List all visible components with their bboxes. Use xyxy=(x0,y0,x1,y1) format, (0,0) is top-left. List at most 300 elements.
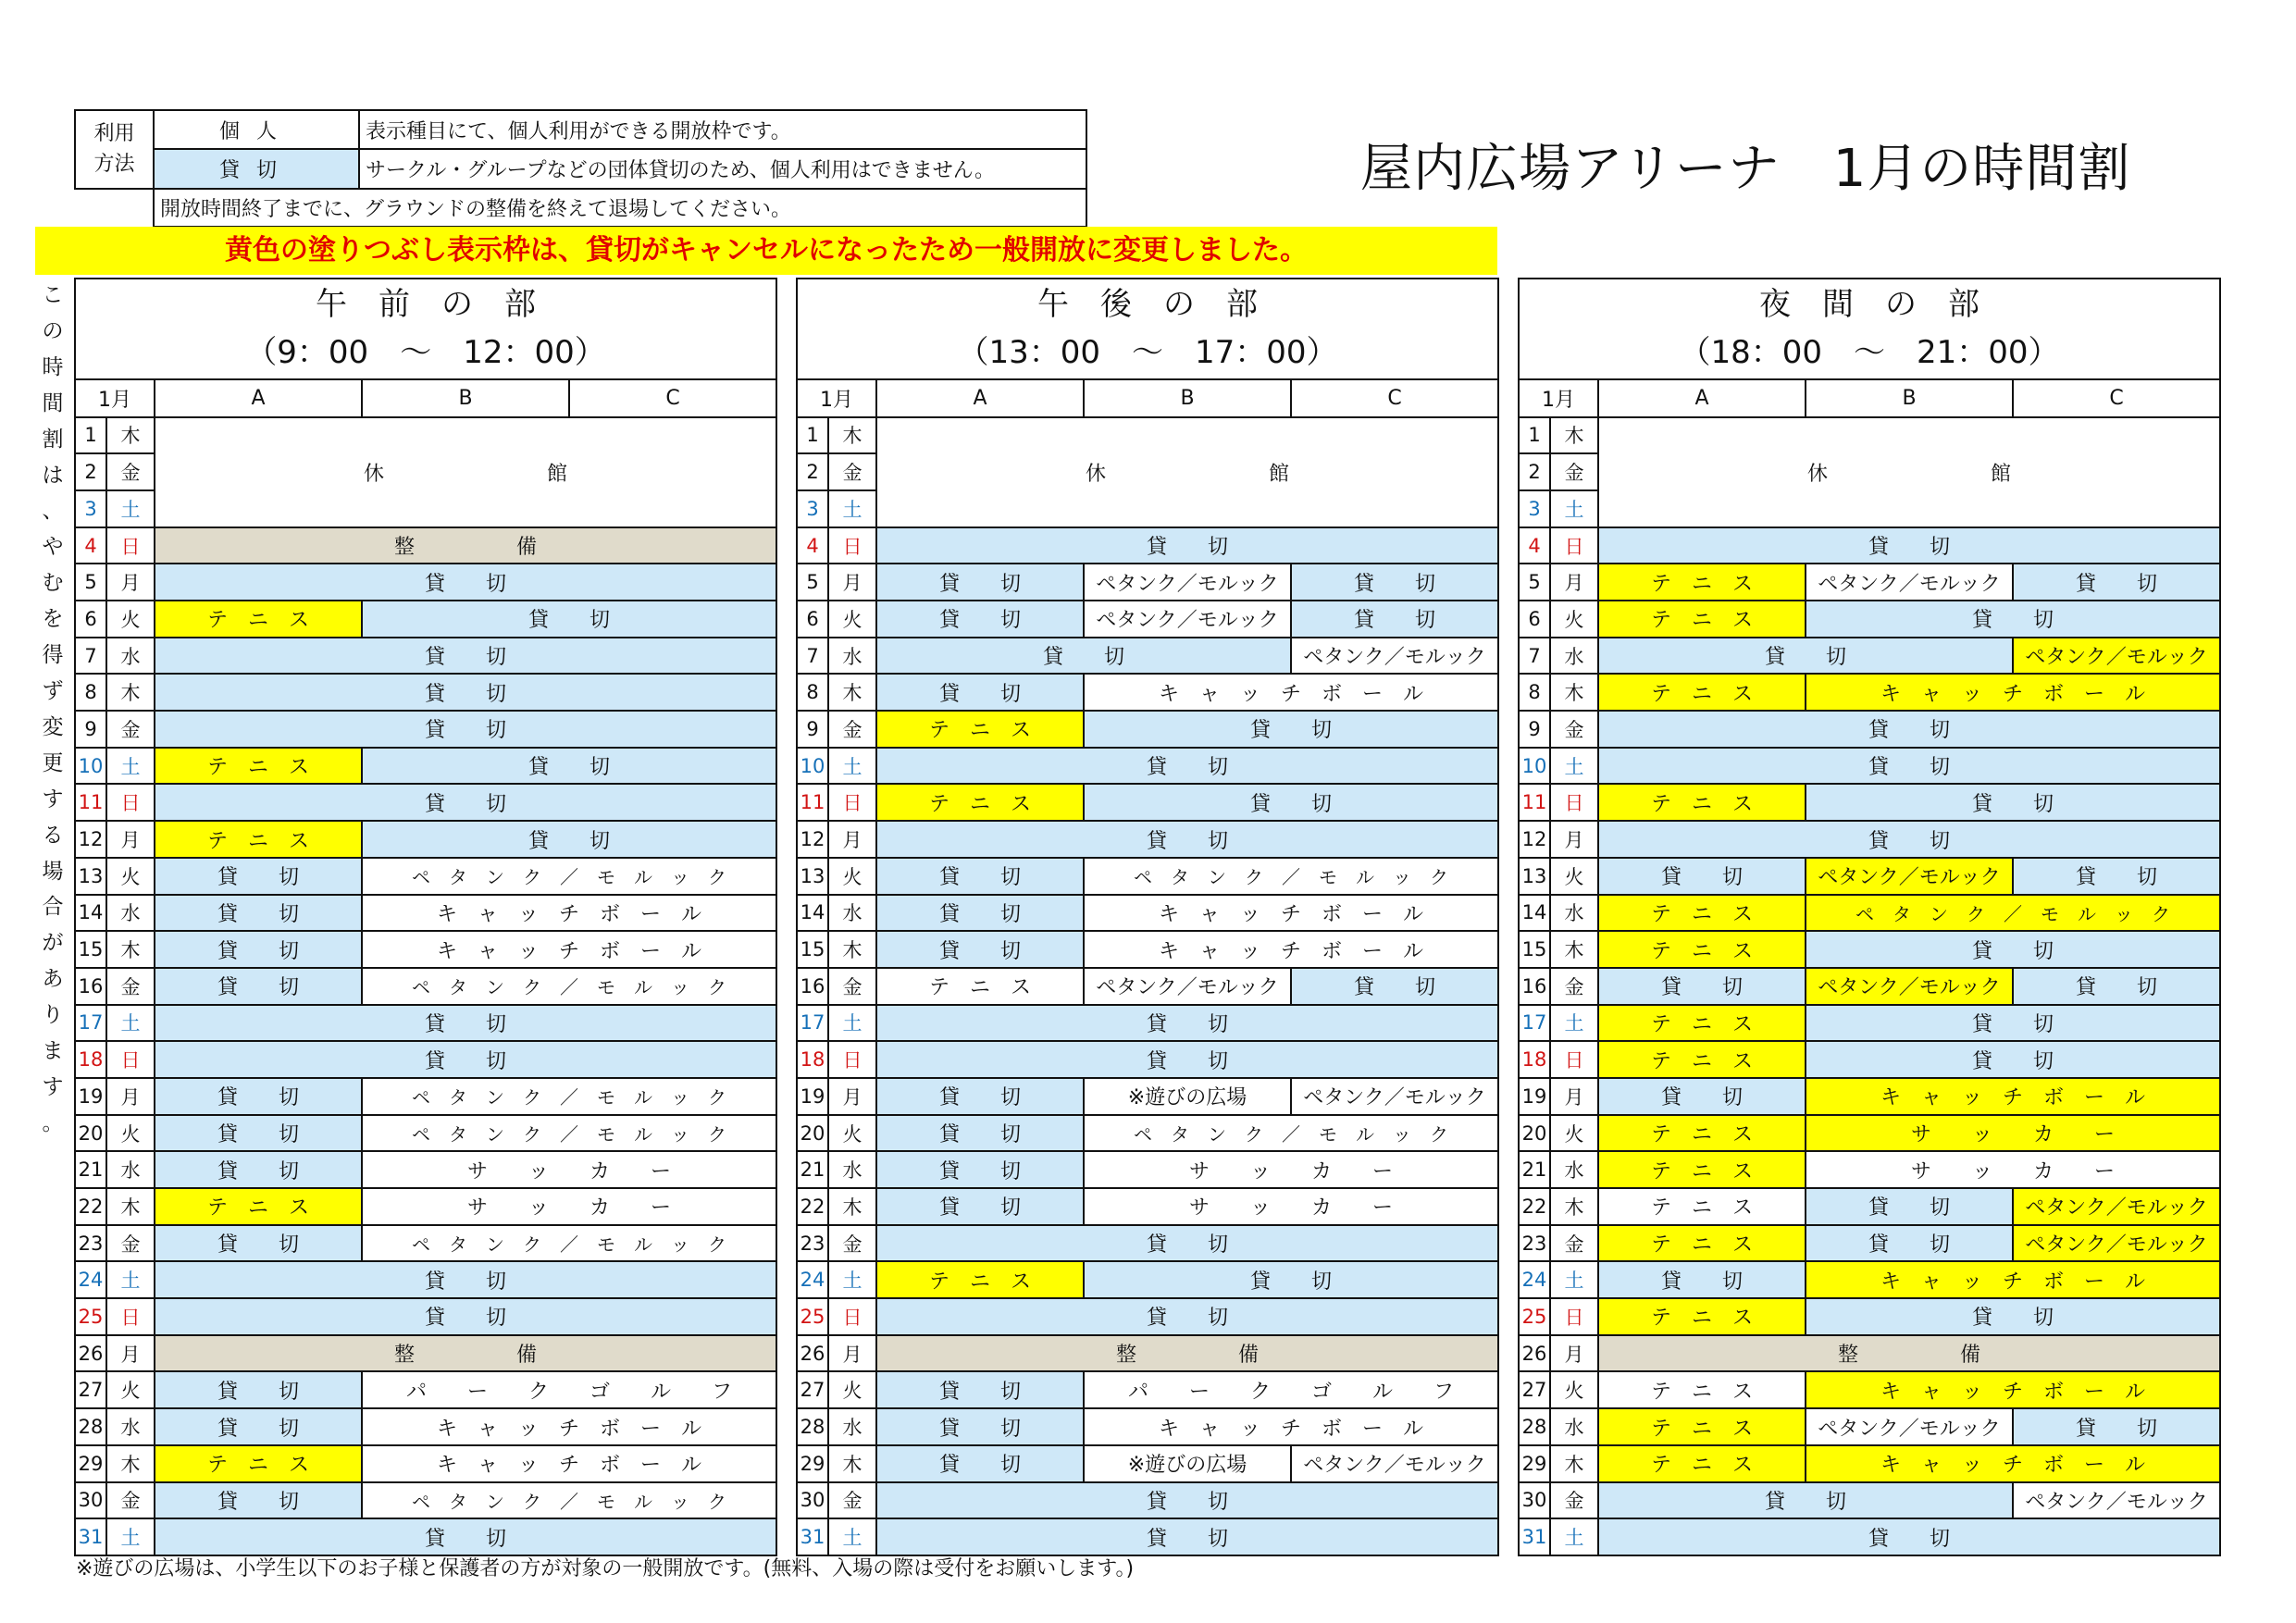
slot-cell: テ ニ ス xyxy=(1598,895,1806,932)
slot-cell: 貸 切 xyxy=(1291,564,1498,601)
slot-cell: キ ャ ッ チ ボ ー ル xyxy=(1084,674,1498,711)
day-number: 25 xyxy=(1519,1298,1550,1335)
day-number: 23 xyxy=(75,1225,106,1262)
section-time: （9：00 ～ 12：00） xyxy=(245,334,606,372)
day-number: 24 xyxy=(797,1261,828,1298)
header-month: 1月 xyxy=(1519,379,1598,417)
usage-label-line1: 利用 xyxy=(93,122,135,146)
day-row xyxy=(75,1482,776,1519)
day-number: 7 xyxy=(1519,638,1550,675)
day-row xyxy=(75,1261,776,1298)
schedule-morning xyxy=(74,278,777,1556)
slot-cell: サ ッ カ ー xyxy=(362,1151,776,1188)
day-number: 31 xyxy=(75,1518,106,1555)
day-weekday: 火 xyxy=(1550,601,1598,638)
day-number: 17 xyxy=(75,1005,106,1042)
day-row xyxy=(75,1041,776,1078)
day-weekday: 土 xyxy=(828,748,876,785)
slot-cell: キ ャ ッ チ ボ ー ル xyxy=(1806,1445,2220,1482)
day-number: 16 xyxy=(75,968,106,1005)
day-row xyxy=(797,1408,1498,1445)
day-number: 2 xyxy=(797,453,828,490)
slot-cell: 貸 切 xyxy=(155,895,362,932)
day-number: 21 xyxy=(797,1151,828,1188)
slot-cell: 貸 切 xyxy=(1598,527,2220,564)
slot-cell: 貸 切 xyxy=(155,638,776,675)
day-weekday: 金 xyxy=(1550,968,1598,1005)
slot-cell: 貸 切 xyxy=(155,968,362,1005)
day-weekday: 金 xyxy=(828,1482,876,1519)
day-weekday: 日 xyxy=(828,784,876,821)
day-row xyxy=(1519,968,2220,1005)
day-weekday: 日 xyxy=(828,1041,876,1078)
day-number: 21 xyxy=(1519,1151,1550,1188)
day-weekday: 土 xyxy=(1550,1261,1598,1298)
day-number: 1 xyxy=(797,417,828,454)
slot-cell: キ ャ ッ チ ボ ー ル xyxy=(362,1445,776,1482)
day-number: 27 xyxy=(797,1371,828,1408)
slot-cell: 貸 切 xyxy=(876,1115,1084,1152)
day-number: 10 xyxy=(797,748,828,785)
day-row xyxy=(75,1335,776,1372)
day-number: 22 xyxy=(797,1188,828,1225)
day-weekday: 木 xyxy=(106,1188,155,1225)
day-row xyxy=(797,895,1498,932)
day-row xyxy=(797,1445,1498,1482)
header-col-c: C xyxy=(1291,379,1498,417)
slot-cell: ※遊びの広場 xyxy=(1084,1445,1291,1482)
day-row xyxy=(1519,638,2220,675)
day-weekday: 木 xyxy=(828,417,876,454)
day-number: 16 xyxy=(797,968,828,1005)
slot-cell: 貸 切 xyxy=(876,821,1498,858)
slot-cell: キ ャ ッ チ ボ ー ル xyxy=(1806,1078,2220,1115)
day-number: 3 xyxy=(797,490,828,527)
day-row xyxy=(1519,527,2220,564)
slot-cell: 貸 切 xyxy=(1806,601,2220,638)
day-row xyxy=(797,1335,1498,1372)
slot-cell: ペタンク／モルック xyxy=(1806,564,2013,601)
day-weekday: 火 xyxy=(106,601,155,638)
slot-cell: 貸 切 xyxy=(155,674,776,711)
slot-cell: サ ッ カ ー xyxy=(1084,1151,1498,1188)
day-number: 22 xyxy=(1519,1188,1550,1225)
slot-cell: テ ニ ス xyxy=(1598,601,1806,638)
day-weekday: 金 xyxy=(1550,1482,1598,1519)
day-weekday: 日 xyxy=(828,527,876,564)
day-weekday: 水 xyxy=(106,895,155,932)
day-row xyxy=(75,1115,776,1152)
day-weekday: 金 xyxy=(106,1482,155,1519)
day-number: 31 xyxy=(1519,1518,1550,1555)
slot-cell: 貸 切 xyxy=(1291,601,1498,638)
day-row xyxy=(1519,1261,2220,1298)
day-row xyxy=(1519,1335,2220,1372)
slot-cell: キ ャ ッ チ ボ ー ル xyxy=(1806,1261,2220,1298)
slot-cell: 貸 切 xyxy=(155,1005,776,1042)
day-row xyxy=(75,1005,776,1042)
slot-cell: キ ャ ッ チ ボ ー ル xyxy=(362,1408,776,1445)
slot-cell: テ ニ ス xyxy=(155,748,362,785)
slot-cell: 貸 切 xyxy=(876,1408,1084,1445)
day-number: 30 xyxy=(75,1482,106,1519)
slot-cell: ペ タ ン ク ／ モ ル ッ ク xyxy=(362,1482,776,1519)
slot-cell: 貸 切 xyxy=(155,1225,362,1262)
slot-cell: テ ニ ス xyxy=(1598,1445,1806,1482)
slot-cell: キ ャ ッ チ ボ ー ル xyxy=(1806,674,2220,711)
slot-cell: 貸 切 xyxy=(876,1298,1498,1335)
slot-cell: ペタンク／モルック xyxy=(1806,858,2013,895)
day-row xyxy=(1519,417,2220,454)
day-weekday: 日 xyxy=(1550,527,1598,564)
day-row xyxy=(75,1518,776,1555)
day-row xyxy=(1519,1445,2220,1482)
day-weekday: 水 xyxy=(1550,1408,1598,1445)
slot-cell: 貸 切 xyxy=(1598,1482,2013,1519)
day-number: 14 xyxy=(797,895,828,932)
day-weekday: 金 xyxy=(106,968,155,1005)
legend-note: 開放時間終了までに、グラウンドの整備を終えて退場してください。 xyxy=(154,189,1086,227)
slot-cell: ペ タ ン ク ／ モ ル ッ ク xyxy=(1084,858,1498,895)
day-row xyxy=(797,1005,1498,1042)
day-row xyxy=(75,1225,776,1262)
day-weekday: 水 xyxy=(828,895,876,932)
slot-cell: ペタンク／モルック xyxy=(2013,1188,2220,1225)
day-row xyxy=(1519,1151,2220,1188)
slot-cell: テ ニ ス xyxy=(1598,674,1806,711)
slot-cell: 貸 切 xyxy=(876,1445,1084,1482)
legend-name-kashi: 貸切 xyxy=(154,149,359,188)
slot-cell: テ ニ ス xyxy=(876,1261,1084,1298)
slot-cell: 貸 切 xyxy=(362,601,776,638)
day-row xyxy=(1519,1188,2220,1225)
day-number: 20 xyxy=(75,1115,106,1152)
day-weekday: 月 xyxy=(828,821,876,858)
day-number: 15 xyxy=(1519,931,1550,968)
slot-cell: ペタンク／モルック xyxy=(1084,968,1291,1005)
day-row xyxy=(1519,711,2220,748)
day-number: 23 xyxy=(1519,1225,1550,1262)
day-weekday: 水 xyxy=(106,1408,155,1445)
day-weekday: 土 xyxy=(828,1005,876,1042)
slot-cell: 貸 切 xyxy=(1291,968,1498,1005)
day-weekday: 土 xyxy=(828,490,876,527)
slot-cell: 貸 切 xyxy=(876,1482,1498,1519)
day-number: 20 xyxy=(1519,1115,1550,1152)
day-row xyxy=(797,638,1498,675)
day-row xyxy=(75,1151,776,1188)
day-row xyxy=(1519,1078,2220,1115)
day-number: 11 xyxy=(1519,784,1550,821)
slot-cell: 貸 切 xyxy=(362,821,776,858)
day-number: 24 xyxy=(1519,1261,1550,1298)
section-time: （13：00 ～ 17：00） xyxy=(957,334,1338,372)
slot-cell: 貸 切 xyxy=(876,748,1498,785)
day-row xyxy=(75,858,776,895)
slot-cell: 貸 切 xyxy=(1806,1005,2220,1042)
day-row xyxy=(1519,1005,2220,1042)
day-number: 18 xyxy=(75,1041,106,1078)
slot-cell: 貸 切 xyxy=(362,748,776,785)
slot-cell: テ ニ ス xyxy=(1598,1408,1806,1445)
slot-cell: 貸 切 xyxy=(1806,931,2220,968)
day-number: 6 xyxy=(75,601,106,638)
slot-cell: 貸 切 xyxy=(876,931,1084,968)
legend-desc-kojin: 表示種目にて、個人利用ができる開放枠です。 xyxy=(359,110,1086,149)
slot-cell: 貸 切 xyxy=(876,638,1291,675)
day-row xyxy=(75,1078,776,1115)
day-row xyxy=(797,1078,1498,1115)
day-number: 10 xyxy=(75,748,106,785)
day-number: 3 xyxy=(75,490,106,527)
slot-cell: 貸 切 xyxy=(876,895,1084,932)
day-weekday: 土 xyxy=(106,1005,155,1042)
day-weekday: 水 xyxy=(1550,1151,1598,1188)
day-weekday: 火 xyxy=(106,1115,155,1152)
slot-cell: 貸 切 xyxy=(876,674,1084,711)
day-row xyxy=(1519,1482,2220,1519)
legend-name-kojin: 個人 xyxy=(154,110,359,149)
header-col-c: C xyxy=(569,379,776,417)
day-weekday: 木 xyxy=(1550,674,1598,711)
day-weekday: 土 xyxy=(828,1261,876,1298)
day-number: 4 xyxy=(75,527,106,564)
slot-cell: サ ッ カ ー xyxy=(362,1188,776,1225)
day-weekday: 土 xyxy=(106,1518,155,1555)
slot-cell: 貸 切 xyxy=(155,931,362,968)
slot-cell: テ ニ ス xyxy=(155,821,362,858)
day-number: 19 xyxy=(797,1078,828,1115)
section-name: 午 前 の 部 xyxy=(316,286,537,324)
day-weekday: 金 xyxy=(1550,453,1598,490)
day-row xyxy=(75,417,776,454)
day-row xyxy=(75,527,776,564)
day-weekday: 木 xyxy=(106,931,155,968)
slot-cell: 休 館 xyxy=(155,417,776,527)
slot-cell: 貸 切 xyxy=(1806,1188,2013,1225)
day-number: 18 xyxy=(797,1041,828,1078)
header-col-a: A xyxy=(876,379,1084,417)
day-row xyxy=(75,784,776,821)
header-col-b: B xyxy=(1806,379,2013,417)
slot-cell: 貸 切 xyxy=(876,1151,1084,1188)
day-weekday: 水 xyxy=(828,1408,876,1445)
slot-cell: キ ャ ッ チ ボ ー ル xyxy=(1084,895,1498,932)
day-weekday: 水 xyxy=(1550,895,1598,932)
day-row xyxy=(797,564,1498,601)
day-number: 24 xyxy=(75,1261,106,1298)
slot-cell: テ ニ ス xyxy=(1598,564,1806,601)
day-weekday: 水 xyxy=(106,638,155,675)
day-row xyxy=(75,564,776,601)
slot-cell: 休 館 xyxy=(876,417,1498,527)
day-row xyxy=(797,1115,1498,1152)
day-weekday: 土 xyxy=(1550,1518,1598,1555)
day-number: 7 xyxy=(75,638,106,675)
day-weekday: 火 xyxy=(828,858,876,895)
slot-cell: 貸 切 xyxy=(155,1482,362,1519)
slot-cell: 貸 切 xyxy=(2013,968,2220,1005)
slot-cell: 整 備 xyxy=(155,527,776,564)
day-weekday: 火 xyxy=(828,1371,876,1408)
day-number: 2 xyxy=(75,453,106,490)
day-row xyxy=(75,674,776,711)
day-weekday: 水 xyxy=(828,1151,876,1188)
slot-cell: ペ タ ン ク ／ モ ル ッ ク xyxy=(1084,1115,1498,1152)
section-name: 午 後 の 部 xyxy=(1037,286,1258,324)
day-weekday: 月 xyxy=(1550,821,1598,858)
slot-cell: テ ニ ス xyxy=(155,601,362,638)
day-weekday: 火 xyxy=(1550,1371,1598,1408)
day-number: 23 xyxy=(797,1225,828,1262)
slot-cell: 貸 切 xyxy=(876,1041,1498,1078)
slot-cell: ペタンク／モルック xyxy=(2013,1482,2220,1519)
day-row xyxy=(797,968,1498,1005)
day-weekday: 木 xyxy=(1550,931,1598,968)
day-row xyxy=(797,821,1498,858)
day-row xyxy=(797,417,1498,454)
slot-cell: ペタンク／モルック xyxy=(1291,1445,1498,1482)
slot-cell: ペタンク／モルック xyxy=(1291,638,1498,675)
day-row xyxy=(797,1261,1498,1298)
day-number: 22 xyxy=(75,1188,106,1225)
slot-cell: テ ニ ス xyxy=(155,1445,362,1482)
day-row xyxy=(75,1298,776,1335)
day-number: 19 xyxy=(75,1078,106,1115)
day-number: 9 xyxy=(75,711,106,748)
day-number: 18 xyxy=(1519,1041,1550,1078)
usage-label-line2: 方法 xyxy=(93,153,135,177)
slot-cell: 貸 切 xyxy=(155,1371,362,1408)
day-row xyxy=(797,711,1498,748)
slot-cell: テ ニ ス xyxy=(1598,1225,1806,1262)
slot-cell: 貸 切 xyxy=(155,1151,362,1188)
day-number: 19 xyxy=(1519,1078,1550,1115)
schedule-evening xyxy=(1518,278,2221,1556)
day-number: 5 xyxy=(1519,564,1550,601)
slot-cell: テ ニ ス xyxy=(876,968,1084,1005)
slot-cell: 貸 切 xyxy=(1598,638,2013,675)
day-row xyxy=(1519,1115,2220,1152)
day-row xyxy=(75,601,776,638)
day-weekday: 土 xyxy=(106,1261,155,1298)
day-row xyxy=(797,1371,1498,1408)
day-row xyxy=(797,1225,1498,1262)
day-weekday: 日 xyxy=(828,1298,876,1335)
day-number: 28 xyxy=(797,1408,828,1445)
side-note: こ の 時 間 割 は 、 や む を 得 ず 変 更 す る 場 合 が あ り ま す 。 xyxy=(42,283,64,1135)
day-weekday: 月 xyxy=(1550,1335,1598,1372)
slot-cell: 貸 切 xyxy=(155,1115,362,1152)
slot-cell: 貸 切 xyxy=(155,1261,776,1298)
slot-cell: 貸 切 xyxy=(1598,1078,1806,1115)
day-row xyxy=(1519,1298,2220,1335)
slot-cell: 貸 切 xyxy=(876,858,1084,895)
day-weekday: 月 xyxy=(106,564,155,601)
slot-cell: 貸 切 xyxy=(155,1518,776,1555)
day-row xyxy=(75,1188,776,1225)
day-row xyxy=(797,601,1498,638)
slot-cell: テ ニ ス xyxy=(155,1188,362,1225)
slot-cell: 貸 切 xyxy=(1806,784,2220,821)
slot-cell: キ ャ ッ チ ボ ー ル xyxy=(362,895,776,932)
day-number: 14 xyxy=(1519,895,1550,932)
day-number: 8 xyxy=(797,674,828,711)
day-weekday: 月 xyxy=(106,1335,155,1372)
slot-cell: 貸 切 xyxy=(876,1078,1084,1115)
day-number: 13 xyxy=(797,858,828,895)
slot-cell: ペ タ ン ク ／ モ ル ッ ク xyxy=(362,1078,776,1115)
day-row xyxy=(797,1518,1498,1555)
day-weekday: 木 xyxy=(1550,1445,1598,1482)
slot-cell: 貸 切 xyxy=(876,601,1084,638)
section-name: 夜 間 の 部 xyxy=(1759,286,1980,324)
day-row xyxy=(797,1482,1498,1519)
schedule-afternoon xyxy=(796,278,1499,1556)
slot-cell: 貸 切 xyxy=(1806,1225,2013,1262)
usage-legend xyxy=(74,109,1087,228)
slot-cell: テ ニ ス xyxy=(876,711,1084,748)
slot-cell: 貸 切 xyxy=(155,784,776,821)
day-number: 26 xyxy=(75,1335,106,1372)
day-weekday: 日 xyxy=(1550,784,1598,821)
slot-cell: テ ニ ス xyxy=(1598,1041,1806,1078)
slot-cell: 貸 切 xyxy=(1084,711,1498,748)
slot-cell: 整 備 xyxy=(876,1335,1498,1372)
day-weekday: 日 xyxy=(106,784,155,821)
day-weekday: 水 xyxy=(828,638,876,675)
day-weekday: 木 xyxy=(1550,417,1598,454)
day-number: 27 xyxy=(75,1371,106,1408)
header-col-a: A xyxy=(1598,379,1806,417)
slot-cell: 貸 切 xyxy=(1598,1518,2220,1555)
day-number: 14 xyxy=(75,895,106,932)
slot-cell: 貸 切 xyxy=(1084,1261,1498,1298)
day-weekday: 月 xyxy=(828,1335,876,1372)
day-weekday: 日 xyxy=(106,1041,155,1078)
slot-cell: ペタンク／モルック xyxy=(2013,1225,2220,1262)
slot-cell: 貸 切 xyxy=(2013,858,2220,895)
slot-cell: 貸 切 xyxy=(1598,858,1806,895)
day-row xyxy=(1519,1408,2220,1445)
day-number: 1 xyxy=(75,417,106,454)
usage-label xyxy=(75,110,154,189)
day-row xyxy=(1519,1371,2220,1408)
section-title xyxy=(75,279,776,379)
header-col-c: C xyxy=(2013,379,2220,417)
slot-cell: 貸 切 xyxy=(1598,821,2220,858)
day-row xyxy=(75,895,776,932)
slot-cell: 貸 切 xyxy=(155,1298,776,1335)
day-weekday: 土 xyxy=(828,1518,876,1555)
slot-cell: 貸 切 xyxy=(876,1518,1498,1555)
day-number: 9 xyxy=(797,711,828,748)
day-number: 1 xyxy=(1519,417,1550,454)
day-row xyxy=(75,931,776,968)
cancellation-notice: 黄色の塗りつぶし表示枠は、貸切がキャンセルになったため一般開放に変更しました。 xyxy=(35,227,1497,275)
day-weekday: 金 xyxy=(1550,711,1598,748)
day-weekday: 月 xyxy=(106,821,155,858)
header-month: 1月 xyxy=(75,379,155,417)
day-row xyxy=(797,1151,1498,1188)
slot-cell: ペ タ ン ク ／ モ ル ッ ク xyxy=(362,1225,776,1262)
slot-cell: ペタンク／モルック xyxy=(1806,968,2013,1005)
slot-cell: 貸 切 xyxy=(2013,564,2220,601)
day-weekday: 金 xyxy=(106,453,155,490)
day-number: 17 xyxy=(797,1005,828,1042)
day-row xyxy=(1519,784,2220,821)
day-row xyxy=(797,1188,1498,1225)
